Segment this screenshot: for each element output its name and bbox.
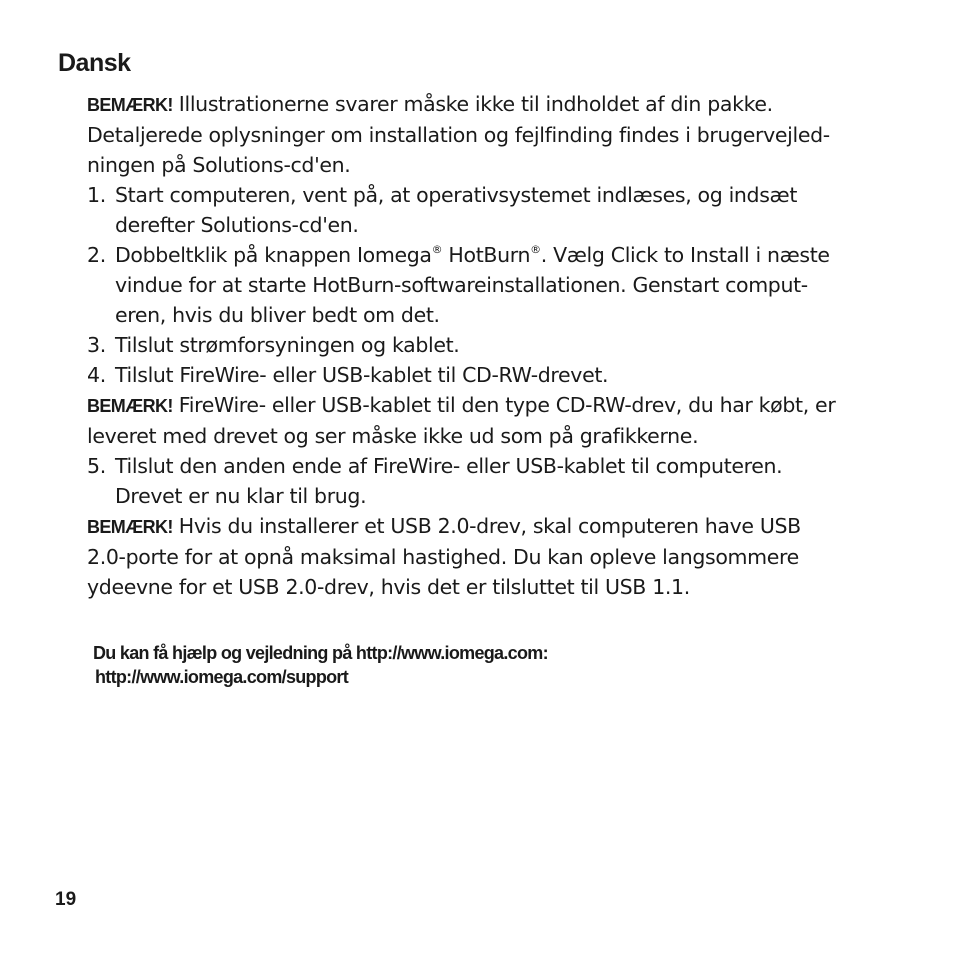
cable-note: [87, 390, 907, 451]
step-number: 3.: [87, 333, 106, 357]
step-number: 4.: [87, 363, 106, 387]
note-text: FireWire- eller USB-kablet til den type CD-RW-drev, du har købt, er: [178, 393, 836, 417]
note-text: Detaljerede oplysninger om installation og fejlfinding findes i brugervejled-: [87, 123, 830, 147]
step-text: derefter Solutions-cd'en.: [115, 213, 359, 237]
step-number: 5.: [87, 454, 106, 478]
step-text: Tilslut den anden ende af FireWire- eller USB-kablet til computeren.: [115, 454, 783, 478]
page-number: 19: [55, 889, 77, 910]
note-text: 2.0-porte for at opnå maksimal hastighed. Du kan opleve langsommere: [87, 545, 799, 569]
registered-mark: ®: [431, 243, 443, 256]
note-text: ydeevne for et USB 2.0-drev, hvis det er tilsluttet til USB 1.1.: [87, 575, 690, 599]
step-number: 1.: [87, 183, 106, 207]
step-item: [87, 360, 907, 390]
install-steps-continued: [87, 451, 907, 511]
step-item: [87, 451, 907, 511]
step-item: [87, 330, 907, 360]
step-text: Tilslut strømforsyningen og kablet.: [115, 333, 460, 357]
note-label: BEMÆRK!: [87, 517, 173, 537]
note-text: Hvis du installerer et USB 2.0-drev, skal computeren have USB: [178, 514, 801, 538]
note-text: Illustrationerne svarer måske ikke til indholdet af din pakke.: [178, 92, 773, 116]
step-text: Drevet er nu klar til brug.: [115, 484, 367, 508]
registered-mark: ®: [530, 243, 541, 256]
step-text: . Vælg Click to Install i næste: [540, 243, 830, 267]
note-text: leveret med drevet og ser måske ikke ud som på grafikkerne.: [87, 424, 699, 448]
usb-note: [87, 511, 907, 602]
step-text: Start computeren, vent på, at operativsystemet indlæses, og indsæt: [115, 183, 798, 207]
step-text: vindue for at starte HotBurn-softwareinstallationen. Genstart comput-: [115, 273, 808, 297]
step-text: HotBurn: [442, 243, 531, 267]
step-text: Dobbeltklik på knappen Iomega: [115, 243, 432, 267]
body-content: [87, 89, 907, 602]
note-text: ningen på Solutions-cd'en.: [87, 153, 351, 177]
section-heading: Dansk: [58, 49, 131, 77]
note-label: BEMÆRK!: [87, 396, 173, 416]
support-text: Du kan få hjælp og vejledning på http://www.iomega.com:: [93, 643, 548, 663]
intro-note: [87, 89, 907, 180]
step-text: eren, hvis du bliver bedt om det.: [115, 303, 440, 327]
support-info: [93, 641, 548, 689]
note-label: BEMÆRK!: [87, 95, 173, 115]
step-item: [87, 240, 907, 330]
step-item: [87, 180, 907, 240]
step-number: 2.: [87, 243, 106, 267]
support-link[interactable]: http://www.iomega.com/support: [95, 667, 349, 687]
install-steps: [87, 180, 907, 390]
step-text: Tilslut FireWire- eller USB-kablet til CD-RW-drevet.: [115, 363, 609, 387]
